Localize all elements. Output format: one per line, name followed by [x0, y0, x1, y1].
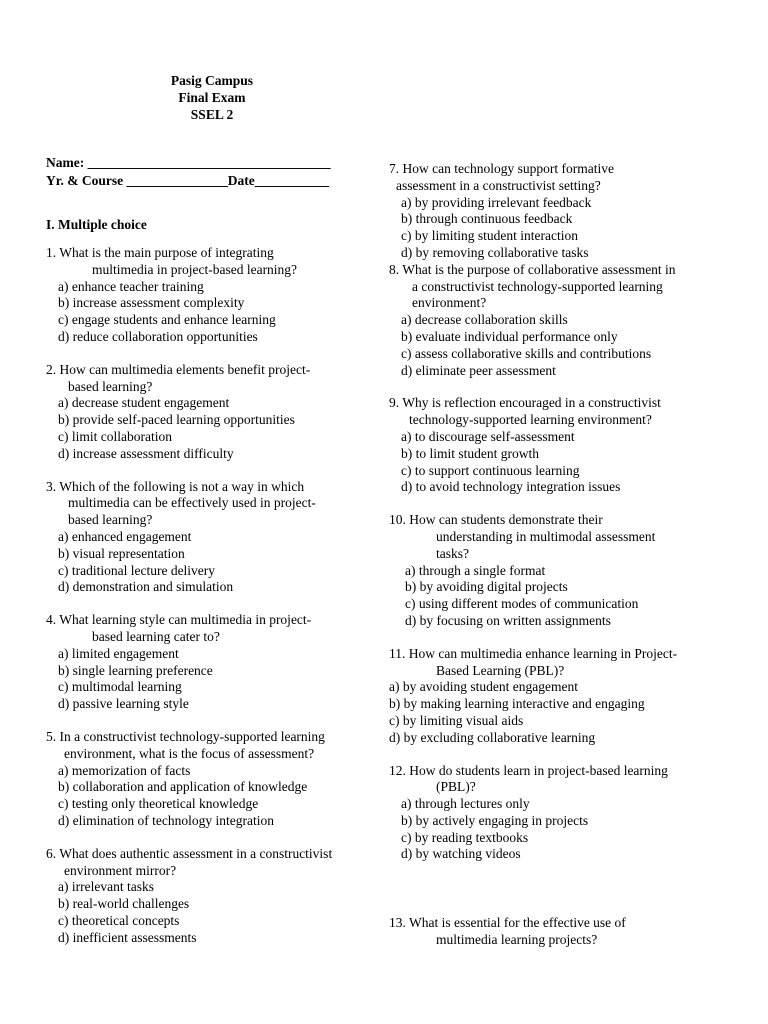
question-text-line: a constructivist technology-supported learning: [412, 278, 663, 294]
answer-option: d) by excluding collaborative learning: [389, 729, 596, 745]
answer-option: b) provide self-paced learning opportunities: [58, 412, 295, 428]
answer-option: d) by watching videos: [401, 846, 521, 862]
question-text-line: Based Learning (PBL)?: [436, 662, 565, 678]
question-8: [389, 262, 677, 380]
answer-option: a) decrease collaboration skills: [401, 312, 568, 328]
question-text-line: multimedia can be effectively used in project-: [68, 495, 316, 511]
answer-option: d) elimination of technology integration: [58, 812, 274, 828]
answer-option: b) by making learning interactive and engaging: [389, 696, 645, 712]
answer-option: a) enhanced engagement: [58, 528, 192, 544]
question-text-line: 6. What does authentic assessment in a constructivist: [46, 845, 333, 861]
answer-option: d) increase assessment difficulty: [58, 445, 234, 461]
answer-option: c) engage students and enhance learning: [58, 312, 276, 328]
course-date-field: Yr. & Course _______________Date___________: [46, 173, 329, 188]
answer-option: b) by avoiding digital projects: [405, 579, 568, 595]
answer-option: c) using different modes of communication: [405, 596, 639, 612]
question-text-line: 12. How do students learn in project-based learning: [389, 762, 668, 778]
question-text-line: 2. How can multimedia elements benefit project-: [46, 361, 311, 377]
answer-option: a) irrelevant tasks: [58, 879, 154, 895]
question-text-line: 13. What is essential for the effective use of: [389, 915, 626, 931]
question-text-line: 4. What learning style can multimedia in project-: [46, 612, 312, 628]
question-text-line: 3. Which of the following is not a way in which: [46, 478, 305, 494]
question-5: [46, 729, 332, 830]
answer-option: c) multimodal learning: [58, 679, 182, 695]
name-field: Name: ____________________________________: [46, 155, 331, 170]
question-text-line: based learning cater to?: [92, 628, 220, 644]
answer-option: b) single learning preference: [58, 662, 213, 678]
question-text-line: 8. What is the purpose of collaborative assessment in: [389, 261, 676, 277]
answer-option: a) memorization of facts: [58, 762, 191, 778]
question-13: [389, 915, 677, 949]
answer-option: a) through a single format: [405, 562, 546, 578]
question-10: [389, 512, 677, 630]
answer-option: b) through continuous feedback: [401, 211, 573, 227]
campus-title: Pasig Campus: [170, 73, 254, 88]
question-9: [389, 395, 677, 496]
question-text-line: based learning?: [68, 378, 153, 394]
question-text-line: (PBL)?: [436, 779, 476, 795]
question-text-line: assessment in a constructivist setting?: [396, 177, 601, 193]
answer-option: a) by avoiding student engagement: [389, 679, 578, 695]
answer-option: a) decrease student engagement: [58, 395, 230, 411]
answer-option: b) increase assessment complexity: [58, 295, 245, 311]
question-text-line: technology-supported learning environment?: [409, 412, 652, 428]
answer-option: a) through lectures only: [401, 796, 530, 812]
question-7: [389, 161, 677, 262]
question-text-line: 5. In a constructivist technology-supported learning: [46, 728, 325, 744]
question-text-line: 9. Why is reflection encouraged in a constructivist: [389, 395, 661, 411]
answer-option: b) visual representation: [58, 545, 185, 561]
answer-option: c) traditional lecture delivery: [58, 562, 216, 578]
answer-option: b) to limit student growth: [401, 445, 539, 461]
question-text-line: environment mirror?: [64, 862, 177, 878]
answer-option: a) to discourage self-assessment: [401, 428, 575, 444]
answer-option: d) to avoid technology integration issues: [401, 479, 621, 495]
question-text-line: 1. What is the main purpose of integrating: [46, 245, 274, 260]
answer-option: c) assess collaborative skills and contributions: [401, 345, 652, 361]
answer-option: b) by actively engaging in projects: [401, 812, 589, 828]
left-column: [46, 245, 332, 946]
exam-header: [112, 72, 312, 123]
question-text-line: environment, what is the focus of assessment?: [64, 745, 315, 761]
question-1: [46, 245, 332, 346]
answer-option: b) evaluate individual performance only: [401, 328, 618, 344]
answer-option: b) real-world challenges: [58, 896, 190, 912]
question-11: [389, 646, 677, 747]
answer-option: c) by limiting student interaction: [401, 228, 578, 244]
question-text-line: multimedia in project-based learning?: [92, 261, 298, 277]
answer-option: d) by focusing on written assignments: [405, 612, 611, 628]
question-3: [46, 479, 332, 597]
answer-option: a) by providing irrelevant feedback: [401, 194, 592, 210]
question-text-line: based learning?: [68, 512, 153, 528]
question-text-line: environment?: [412, 295, 487, 311]
answer-option: c) theoretical concepts: [58, 912, 180, 928]
answer-option: a) limited engagement: [58, 645, 179, 661]
answer-option: d) demonstration and simulation: [58, 579, 234, 595]
question-6: [46, 846, 332, 947]
question-text-line: multimedia learning projects?: [436, 932, 598, 948]
question-12: [389, 763, 677, 864]
exam-title: Final Exam: [178, 90, 246, 105]
question-text-line: tasks?: [436, 545, 469, 561]
answer-option: c) to support continuous learning: [401, 462, 580, 478]
answer-option: d) by removing collaborative tasks: [401, 244, 589, 260]
question-text-line: understanding in multimodal assessment: [436, 528, 656, 544]
answer-option: d) reduce collaboration opportunities: [58, 328, 258, 344]
question-text-line: 7. How can technology support formative: [389, 161, 614, 176]
answer-option: b) collaboration and application of knowledge: [58, 779, 308, 795]
answer-option: c) by reading textbooks: [401, 829, 529, 845]
question-4: [46, 612, 332, 713]
question-text-line: 10. How can students demonstrate their: [389, 512, 603, 528]
answer-option: d) passive learning style: [58, 696, 189, 712]
question-text-line: 11. How can multimedia enhance learning in Project-: [389, 645, 678, 661]
answer-option: c) by limiting visual aids: [389, 712, 524, 728]
answer-option: c) testing only theoretical knowledge: [58, 796, 259, 812]
answer-option: d) inefficient assessments: [58, 929, 197, 945]
subject-title: SSEL 2: [190, 107, 234, 122]
right-column: [389, 161, 677, 949]
section-title: I. Multiple choice: [46, 217, 147, 232]
question-2: [46, 362, 332, 463]
answer-option: d) eliminate peer assessment: [401, 362, 556, 378]
answer-option: c) limit collaboration: [58, 428, 172, 444]
answer-option: a) enhance teacher training: [58, 278, 204, 294]
